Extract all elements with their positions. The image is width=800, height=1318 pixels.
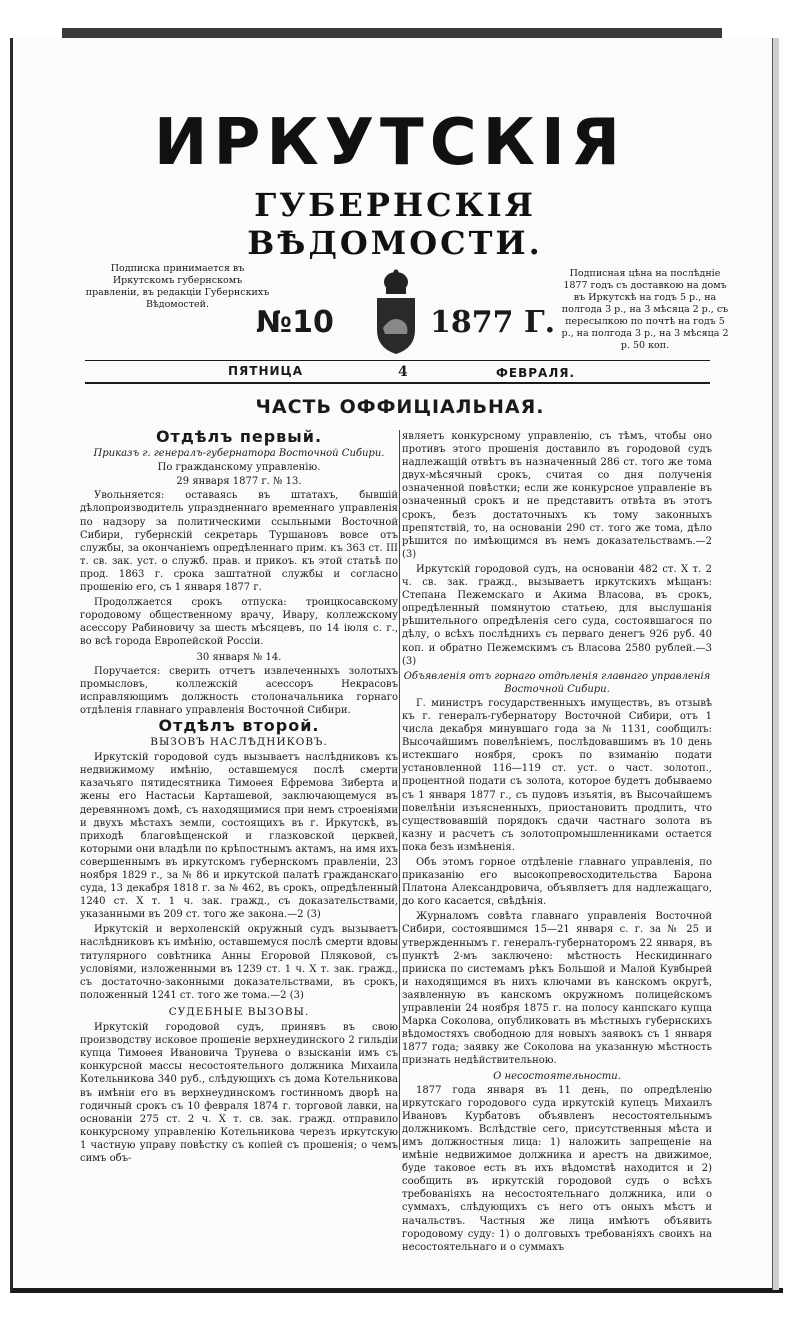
insolvency-heading: О несостоятельности.	[493, 1070, 621, 1082]
order-subtitle: По гражданскому управленію.	[157, 462, 321, 474]
coat-of-arms-icon	[373, 268, 419, 356]
subheading: ВЫЗОВЪ НАСЛѢДНИКОВЪ.	[150, 736, 328, 749]
divider-line	[85, 382, 710, 384]
department-heading: Отдѣлъ первый.	[155, 427, 323, 446]
department-heading: Отдѣлъ второй.	[158, 715, 320, 735]
divider-line	[85, 360, 710, 361]
masthead-title: ИРКУТСКІЯ	[153, 106, 627, 180]
notices-heading: Объявленія отъ горнаго отдѣленія главнаго управленія Восточной Сибири.	[403, 670, 711, 695]
month: ФЕВРАЛЯ.	[496, 366, 576, 380]
paragraph: являетъ конкурсному управленію, съ тѣмъ, чтобы оно противъ этого прошенія доставило въ городовой судъ надлежащій отвѣтъ въ назначенный 286 ст. того же тома двух-мѣсячный срокъ, считая со дня полученія означенной повѣстки; если же конкурсное управленіе въ означенный срокъ и не представитъ отвѣта въ этотъ срокъ, безъ достаточныхъ къ тому законныхъ препятствій, то, на основаніи 290 ст. того же тома, дѣло рѣшится по имѣющимся въ немъ доказательствамъ.—2 (3)	[402, 431, 712, 560]
order-date: 30 января № 14.	[196, 651, 282, 663]
issue-number: №10	[256, 305, 334, 340]
paragraph: Увольняется: оставаясь въ штатахъ, бывшій дѣлопроизводитель упраздненнаго временнаго управленія по надзору за политическими ссыльными Восточной Сибири, губернскій секретарь Туршановъ вовсе отъ службы, за окончаніемъ опредѣленнаго прим. къ 363 ст. III т. св. зак. уст. о служб. прав. и прикоъ. къ этой статьѣ по прод. 1863 г. срока заштатной службы и согласно прошенію его, съ 1 января 1877 г.	[80, 490, 398, 594]
issue-year: 1877 Г.	[430, 305, 556, 340]
weekday: ПЯТНИЦА	[228, 364, 303, 378]
day-number: 4	[398, 364, 408, 380]
paragraph: Иркутскій городовой судъ, на основаніи 482 ст. X т. 2 ч. св. зак. гражд., вызываетъ иркутскихъ мѣщанъ: Степана Пежемскаго и Акима Власова, въ срокъ, опредѣленный помянутою статьею, для выслушанія рѣшительного опредѣленія сего суда, состоявшагося по дѣлу, о всѣхъ послѣднихъ съ перваго денегъ 926 руб. 40 коп. и обратно Пежемскимъ съ Власова 2580 рублей.—3 (3)	[402, 563, 712, 667]
paragraph: Иркутскій городовой судъ, принявъ въ свою производству исковое прошеніе верхнеудинского 2 гильдіи купца Тимоѳея Ивановича Трунева о взысканіи имъ съ конкурсной массы несостоятельного должника Михаила Котельникова 340 руб., слѣдующихъ съ дома Котельникова въ имѣніи его въ верхнеудинскомъ гостинномъ дворѣ на годичный срокъ съ 10 февраля 1874 г. торговой лавки, на основаніи 275 ст. 2 ч. X т. св. зак. гражд. отправило конкурсному управленію Котельникова черезъ иркутскую 1 частную управу повѣстку съ копіей съ прошенія; о чемъ симъ объ-	[80, 1022, 398, 1164]
section-title: ЧАСТЬ ОФФИЦІАЛЬНАЯ.	[255, 396, 545, 418]
masthead-subtitle: ГУБЕРНСКІЯ ВѢДОМОСТИ.	[247, 186, 543, 262]
page-edge	[772, 38, 779, 1290]
paragraph: Журналомъ совѣта главнаго управленія Восточной Сибири, состоявшимся 15—21 января с. г. за № 25 и утвержденнымъ г. генералъ-губернаторомъ 22 января, въ пунктѣ 2-мъ заключено: мѣстность Нескидиннаго прииска по системамъ рѣкъ Большой и Малой Кувбырей и находящимся въ нихъ ключами въ канскомъ округѣ, заявленную въ канскомъ окружномъ полицейскомъ управленіи 24 ноября 1875 г. на полосу канпскаго купца Марка Соколова, опубликовать въ мѣстныхъ губернскихъ вѣдомостяхъ свободною для новыхъ заявокъ съ 1 января 1877 года; заявку же Соколова на указанную мѣстность признать недѣйствительною.	[402, 911, 712, 1067]
paragraph: 1877 года января въ 11 день, по опредѣленію иркутскаго городового суда иркутскій купецъ Михаилъ Ивановъ Курбатовъ объявленъ несостоятельнымъ должникомъ. Вслѣдствіе сего, присутственныя мѣста и имъ должностныя лица: 1) наложить запрещеніе на имѣніе недвижимое должника и арестъ на движимое, буде таковое есть въ ихъ вѣдомствѣ находится и 2) сообщить въ иркутскій городовой судъ о всѣхъ требованіяхъ на несостоятельнаго должника, или о суммахъ, слѣдующихъ съ него отъ оныхъ мѣстъ и начальствъ. Частныя же лица имѣютъ объявить городовому суду: 1) о долговыхъ требованіяхъ своихъ на несостоятельнаго и о суммахъ	[402, 1084, 712, 1253]
top-border	[62, 28, 722, 38]
subscription-notice-right: Подписная цѣна на послѣдніе 1877 годъ съ доставкою на домъ въ Иркутскѣ на годъ 5 р., на полгода 3 р., на 3 мѣсяца 2 р., съ пересылкою по почтѣ на годъ 5 р., на полгода 3 р., на 3 мѣсяца 2 р. 50 коп.	[561, 268, 729, 351]
order-title: Приказъ г. генералъ-губернатора Восточной Сибири.	[93, 448, 385, 460]
paragraph: Иркутскій городовой судъ вызываетъ наслѣдниковъ къ недвижимому имѣнію, оставшемуся послѣ смерти казачьяго пятидесятника Тимоѳея Ефремова Зиберта и жены его Настасьи Карташевой, заключающемуся въ деревянномъ домѣ, съ находящимися при немъ строеніями и двухъ мѣстахъ земли, состоящихъ въ г. Иркутскѣ, въ приходѣ благовѣщенской и глазковской церквей, которыми они владѣли по крѣпостнымъ актамъ, на имя ихъ совершеннымъ въ иркутскомъ губернскомъ правленіи, 23 ноября 1829 г., за № 86 и иркутской палатѣ гражданскаго суда, 13 декабря 1818 г. за № 462, въ срокъ, опредѣленный 1240 ст. X т. 1 ч. зак. гражд., съ доказательствами, указанными въ 209 ст. того же закона.—2 (3)	[80, 752, 398, 921]
column-divider	[399, 430, 400, 1150]
paragraph: Поручается: сверить отчетъ извлеченныхъ золотыхъ промысловъ, коллежскій асессоръ Некрасовъ исправляющимъ должность столоначальника горнаго отдѣленія главнаго управленія Восточной Сибири.	[80, 665, 398, 716]
paragraph: Иркутскій и верхоленскій окружный судъ вызываетъ наслѣдниковъ къ имѣнію, оставшемуся послѣ смерти вдовы титулярного совѣтника Анны Егоровой Пляковой, съ условіями, изложенными въ 1239 ст. 1 ч. X т. зак. гражд., съ достаточно-законными доказательствами, въ срокъ, положенный 1241 ст. того же тома.—2 (3)	[80, 924, 398, 1001]
paragraph: Объ этомъ горное отдѣленіе главнаго управленія, по приказанію его высокопревосходительства Барона Платона Александровича, объявляетъ для надлежащаго, до кого касается, свѣдѣнія.	[402, 857, 712, 908]
left-column	[80, 428, 398, 1167]
paragraph: Продолжается срокъ отпуска: троицкосавскому городовому общественному врачу, Ивару, коллежскому асессору Рабиновичу за шесть мѣсяцевъ, по 14 іюля с. г., во всѣ города Европейской Россіи.	[80, 597, 398, 648]
order-date: 29 января 1877 г. № 13.	[176, 476, 302, 488]
right-column	[402, 430, 712, 1256]
subheading: СУДЕБНЫЕ ВЫЗОВЫ.	[168, 1005, 310, 1018]
paragraph: Г. министръ государственныхъ имуществъ, въ отзывѣ къ г. генералъ-губернатору Восточной Сибири, отъ 1 числа декабря минувшаго года за № 1131, сообщилъ: Высочайшимъ повелѣніемъ, послѣдовавшимъ въ 10 день истекшаго ноября, срокъ по взиманію подати установленной 116—119 ст. уст. о част. золотоп., процентной подати съ золота, которое будетъ добываемо съ 1 января 1877 г., съ пудовъ изъятія, въ Высочайшемъ повелѣніи изъясненныхъ, приостановить продлить, что существовавшій порядокъ сдачи частнаго золота въ казну и расчетъ съ золотопромышленниками остается пока безъ измѣненія.	[402, 697, 712, 853]
subscription-notice-left: Подписка принимается въ Иркутскомъ губернскомъ правленіи, въ редакціи Губернскихъ Вѣдомостей.	[85, 263, 270, 310]
